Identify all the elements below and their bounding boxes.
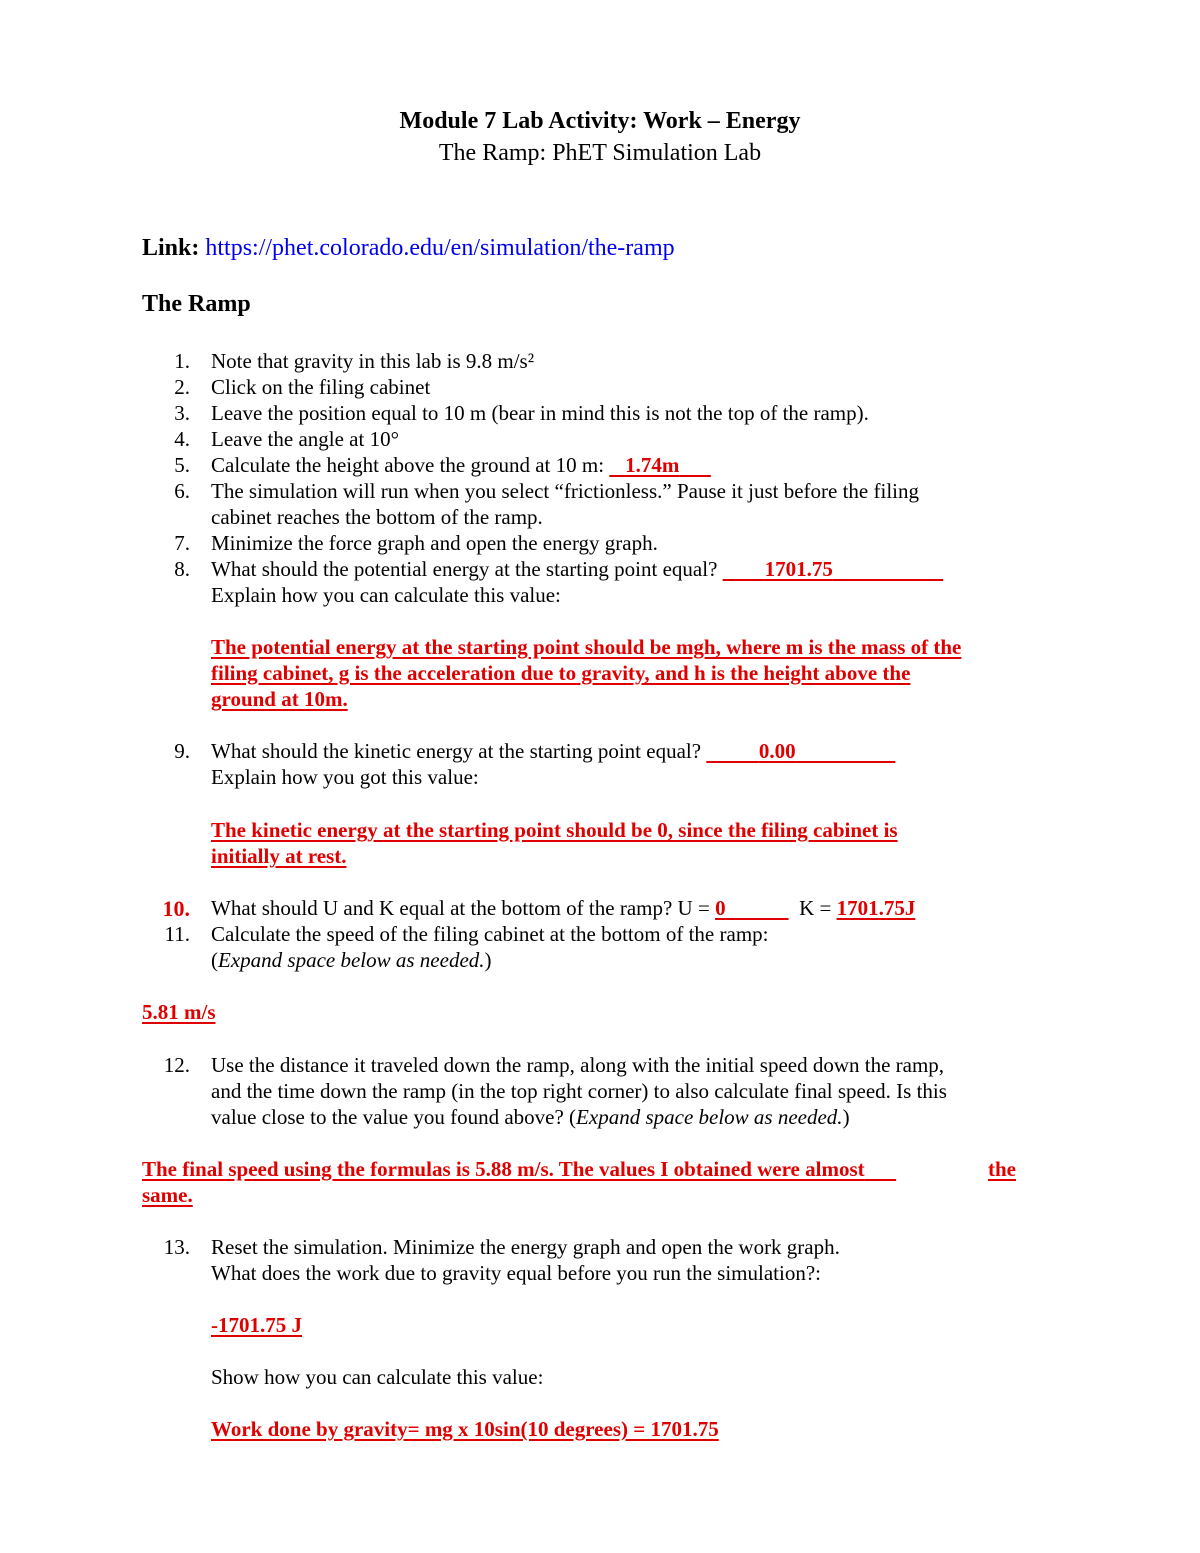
item-number: 11. [164,922,190,946]
item-prompt: Explain how you can calculate this value: [211,583,561,607]
answer-final-speed-tail: the [988,1157,1016,1181]
link-label: Link: [142,235,200,261]
item-number: 9. [174,739,190,763]
item-text: Leave the angle at 10° [211,427,399,451]
item-text: Note that gravity in this lab is 9.8 m/s² [211,349,535,373]
item-text: Calculate the height above the ground at 10 m: [211,453,605,477]
link-row [142,235,675,262]
item-number: 13. [163,1235,190,1259]
item-number: 4. [174,427,190,451]
answer-height: 1.74m [625,453,680,477]
answer-final-speed: The final speed using the formulas is 5.88 m/s. The values I obtained were almost [142,1157,865,1181]
answer-k: 1701.75J [836,896,916,920]
item-number: 2. [174,375,190,399]
item-hint: (Expand space below as needed.) [211,948,492,972]
item-text: Use the distance it traveled down the ramp, along with the initial speed down the ramp, [211,1053,945,1077]
item-number: 1. [174,349,190,373]
item-text: Click on the filing cabinet [211,375,431,399]
item-text: The simulation will run when you select “frictionless.” Pause it just before the filing [211,479,920,503]
answer-potential-energy: 1701.75 [764,557,833,581]
item-number: 8. [174,557,190,581]
item-number: 6. [174,479,190,503]
explanation-line: filing cabinet, g is the acceleration due to gravity, and h is the height above the [211,661,911,685]
item-number: 3. [174,401,190,425]
item-number: 12. [163,1053,190,1077]
item-text-continued: cabinet reaches the bottom of the ramp. [211,505,543,529]
item-text: Minimize the force graph and open the energy graph. [211,531,658,555]
answer-u: 0 [715,896,726,920]
answer-work-formula: Work done by gravity= mg x 10sin(10 degrees) = 1701.75 [211,1417,719,1441]
item-number: 10. [162,896,190,921]
item-text-continued: and the time down the ramp (in the top right corner) to also calculate final speed. Is this [211,1079,947,1103]
item-text: Calculate the speed of the filing cabinet at the bottom of the ramp: [211,922,769,946]
simulation-link[interactable]: https://phet.colorado.edu/en/simulation/the-ramp [205,235,675,261]
item-text-continued: What does the work due to gravity equal before you run the simulation?: [211,1261,821,1285]
item-text: What should U and K equal at the bottom of the ramp? U = [211,896,710,920]
item-text-continued: value close to the value you found above? (Expand space below as needed.) [211,1105,850,1129]
item-text-k: K = [799,896,832,920]
answer-speed: 5.81 m/s [142,1000,216,1024]
explanation-line: initially at rest. [211,844,347,868]
page-title: Module 7 Lab Activity: Work – Energy [399,108,801,134]
item-text: Leave the position equal to 10 m (bear in mind this is not the top of the ramp). [211,401,869,425]
explanation-line: ground at 10m. [211,687,348,711]
answer-work: -1701.75 J [211,1313,302,1337]
explanation-line: The potential energy at the starting point should be mgh, where m is the mass of the [211,635,962,659]
item-text: What should the potential energy at the starting point equal? [211,557,718,581]
item-text: Reset the simulation. Minimize the energy graph and open the work graph. [211,1235,840,1259]
item-text: What should the kinetic energy at the starting point equal? [211,739,702,763]
item-number: 5. [174,453,190,477]
answer-kinetic-energy: 0.00 [758,739,796,763]
answer-final-speed-line2: same. [142,1183,193,1207]
explanation-line: The kinetic energy at the starting point should be 0, since the filing cabinet is [211,818,898,842]
item-number: 7. [174,531,190,555]
item-prompt: Explain how you got this value: [211,765,479,789]
page-subtitle: The Ramp: PhET Simulation Lab [438,140,762,166]
item-prompt: Show how you can calculate this value: [211,1365,544,1389]
section-heading: The Ramp [142,291,251,317]
